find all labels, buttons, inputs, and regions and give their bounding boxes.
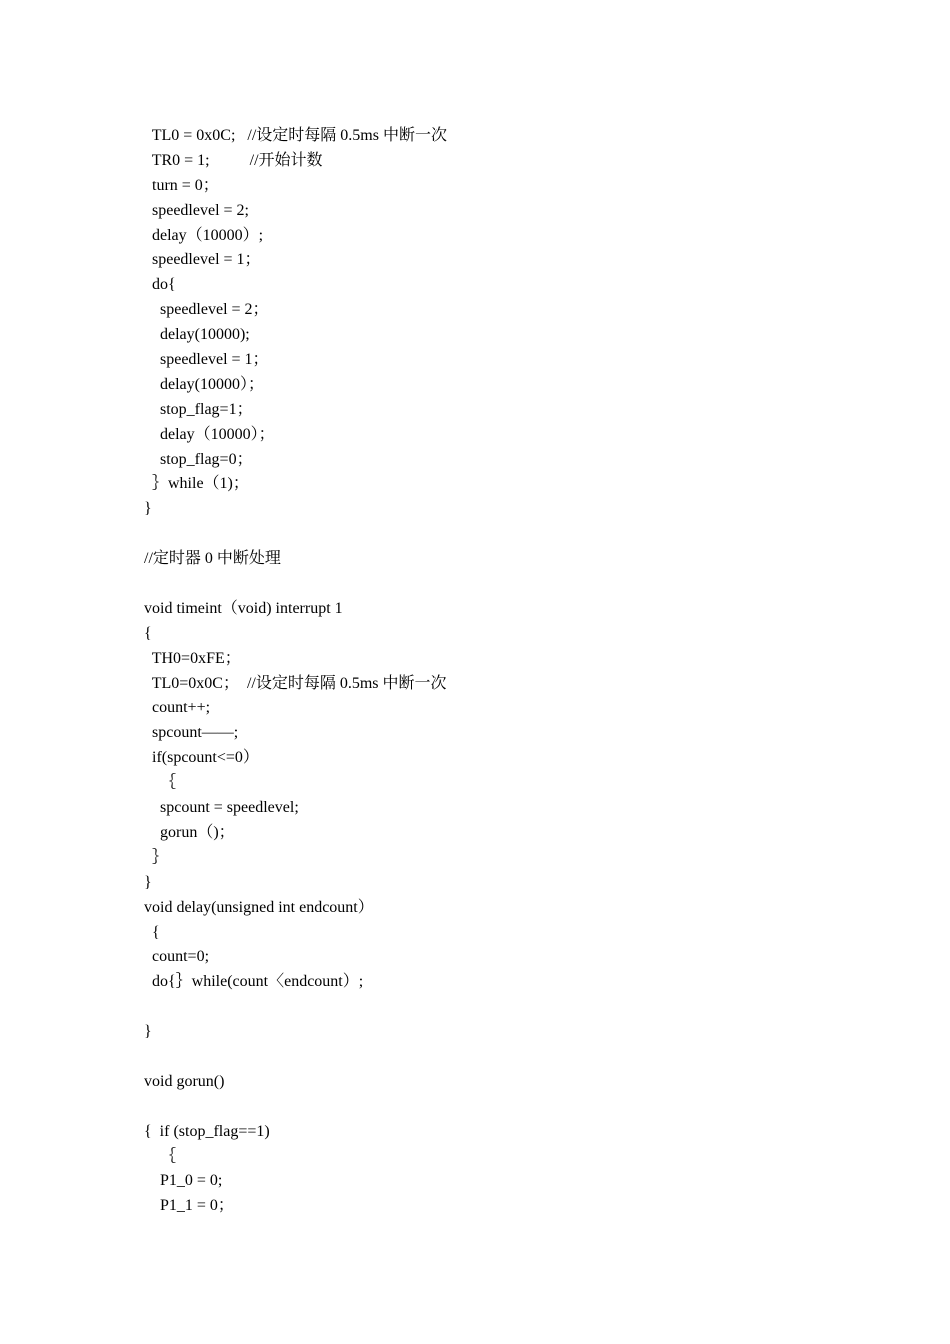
code-line: ｝while（1)；	[144, 475, 249, 493]
code-line: { if (stop_flag==1)	[144, 1122, 270, 1140]
code-line: void timeint（void) interrupt 1	[144, 599, 343, 617]
code-line: {	[144, 624, 152, 642]
code-line	[144, 1045, 844, 1070]
code-line: count=0;	[144, 948, 210, 966]
code-line	[144, 572, 844, 597]
code-line: count++;	[144, 699, 211, 717]
code-line: if(spcount<=0）	[144, 749, 259, 767]
code-line: ｛	[144, 1147, 177, 1165]
code-line: }	[144, 873, 152, 891]
code-line: turn = 0；	[144, 176, 219, 194]
code-line: stop_flag=1；	[144, 400, 253, 418]
code-line: do{	[144, 276, 176, 294]
code-line: TL0=0x0C； //设定时每隔 0.5ms 中断一次	[144, 674, 447, 692]
code-line: void delay(unsigned int endcount）	[144, 898, 374, 916]
code-line: speedlevel = 2；	[144, 301, 269, 319]
code-listing	[144, 124, 844, 1219]
code-line: P1_0 = 0;	[144, 1172, 223, 1190]
code-line: TH0=0xFE；	[144, 649, 241, 667]
code-line: gorun（)；	[144, 823, 235, 841]
code-line: void gorun()	[144, 1072, 225, 1090]
code-line: ｝	[144, 848, 169, 866]
code-line: speedlevel = 2;	[144, 201, 249, 219]
code-line: TR0 = 1; //开始计数	[144, 151, 323, 169]
code-line: //定时器 0 中断处理	[144, 550, 281, 568]
code-line: TL0 = 0x0C; //设定时每隔 0.5ms 中断一次	[144, 127, 447, 144]
code-line: }	[144, 500, 152, 518]
code-line: stop_flag=0；	[144, 450, 253, 468]
code-line: ｛	[144, 774, 177, 792]
code-line: {	[144, 923, 160, 941]
code-line	[144, 522, 844, 547]
code-line: speedlevel = 1；	[144, 251, 261, 269]
code-line: do{｝while(count〈endcount）;	[144, 973, 364, 991]
code-line: delay(10000);	[144, 326, 250, 344]
code-line: P1_1 = 0；	[144, 1197, 234, 1215]
code-line: spcount = speedlevel;	[144, 799, 299, 817]
code-line: delay（10000）;	[144, 226, 264, 244]
code-line: }	[144, 1023, 152, 1041]
code-line: delay（10000）；	[144, 425, 275, 443]
code-line: delay(10000）；	[144, 375, 264, 393]
code-line	[144, 995, 844, 1020]
code-line: speedlevel = 1；	[144, 351, 269, 369]
code-line: spcount——;	[144, 724, 239, 742]
code-line	[144, 1095, 844, 1120]
